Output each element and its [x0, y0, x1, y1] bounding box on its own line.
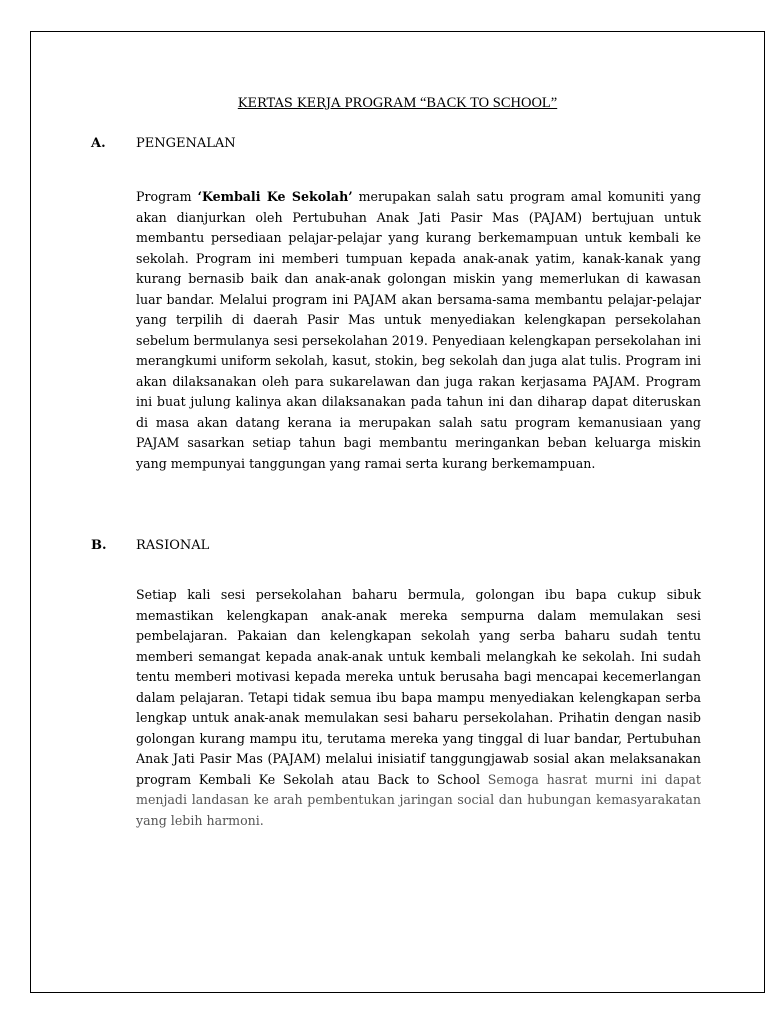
- section-b-paragraph: [136, 585, 701, 831]
- section-a-para-rest: merupakan salah satu program amal komuniti yang akan dianjurkan oleh Pertubuhan Anak Jati Pasir Mas (PAJAM) bertujuan untuk membantu persediaan pelajar-pelajar yang kurang berkemampuan untuk kembali ke sekolah. Program ini memberi tumpuan kepada anak-anak yatim, kanak-kanak yang kurang bernasib baik dan anak-anak golongan miskin yang memerlukan di kawasan luar bandar. Melalui program ini PAJAM akan bersama-sama membantu pelajar-pelajar yang terpilih di daerah Pasir Mas untuk menyediakan kelengkapan persekolahan sebelum bermulanya sesi persekolahan 2019. Penyediaan kelengkapan persekolahan ini merangkumi uniform sekolah, kasut, stokin, beg sekolah dan juga alat tulis. Program ini akan dilaksanakan oleh para sukarelawan dan juga rakan kerjasama PAJAM. Program ini buat julung kalinya akan dilaksanakan pada tahun ini dan diharap dapat diteruskan di masa akan datang kerana ia merupakan salah satu program kemanusiaan yang PAJAM sasarkan setiap tahun bagi membantu meringankan beban keluarga miskin yang mempunyai tanggungan yang ramai serta kurang berkemampuan.: [136, 189, 701, 471]
- section-a-letter: A.: [91, 136, 106, 151]
- title-prefix: KERTAS KERJA: [237, 96, 345, 111]
- section-a-para-bold: ‘Kembali Ke Sekolah’: [197, 189, 353, 204]
- section-b-para-main: Setiap kali sesi persekolahan baharu bermula, golongan ibu bapa cukup sibuk memastikan kelengkapan anak-anak mereka sempurna dalam memulakan sesi pembelajaran. Pakaian dan kelengkapan sekolah yang serba baharu sudah tentu memberi semangat kepada anak-anak untuk kembali melangkah ke sekolah. Ini sudah tentu memberi motivasi kepada mereka untuk berusaha bagi mencapai kecemerlangan dalam pelajaran. Tetapi tidak semua ibu bapa mampu menyediakan kelengkapan serba lengkap untuk anak-anak memulakan sesi baharu persekolahan. Prihatin dengan nasib golongan kurang mampu itu, terutama mereka yang tinggal di luar bandar, Pertubuhan Anak Jati Pasir Mas (PAJAM) melalui inisiatif tanggungjawab sosial akan melaksanakan program Kembali Ke Sekolah atau Back to School: [136, 587, 701, 787]
- section-b-letter: B.: [91, 538, 107, 553]
- section-a-paragraph: [136, 187, 701, 474]
- document-title: [31, 95, 764, 112]
- document-page: [30, 31, 765, 993]
- section-b-header: [91, 538, 209, 553]
- section-a-header: [91, 136, 236, 151]
- section-b-heading: RASIONAL: [136, 538, 210, 553]
- section-b-para-tail: Semoga hasrat murni ini dapat menjadi landasan ke arah pembentukan jaringan social dan hubungan kemasyarakatan yang lebih harmoni.: [136, 771, 701, 828]
- section-a-para-start: Program: [136, 189, 198, 204]
- title-program: PROGRAM “BACK TO SCHOOL”: [344, 95, 558, 111]
- section-a-heading: PENGENALAN: [136, 136, 236, 151]
